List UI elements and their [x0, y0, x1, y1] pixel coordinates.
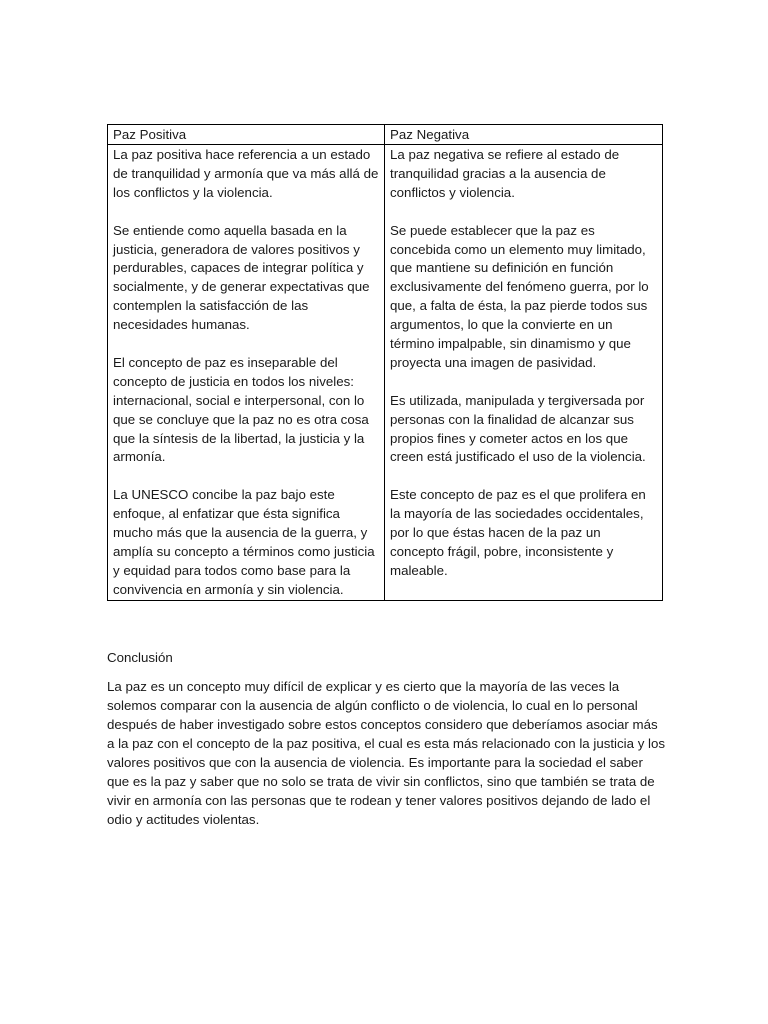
conclusion-heading: Conclusión [107, 650, 173, 665]
negative-paragraph: Es utilizada, manipulada y tergiversada por personas con la finalidad de alcanzar sus propios fines y cometer actos en los que creen está justificado el uso de la violencia. [390, 392, 646, 465]
negative-cell [385, 145, 663, 601]
header-paz-negativa: Paz Negativa [385, 125, 663, 145]
positive-cell [108, 145, 385, 601]
table-header-row [108, 125, 663, 145]
negative-paragraph: Este concepto de paz es el que prolifera en la mayoría de las sociedades occidentales, por lo que éstas hacen de la paz un concepto frágil, pobre, inconsistente y maleable. [390, 487, 646, 578]
comparison-table [107, 124, 663, 601]
negative-paragraph: La paz negativa se refiere al estado de tranquilidad gracias a la ausencia de conflictos y violencia. [390, 147, 620, 200]
header-paz-positiva: Paz Positiva [108, 125, 385, 145]
positive-paragraph: Se entiende como aquella basada en la justicia, generadora de valores positivos y perdurables, capaces de integrar política y socialmente, y de generar expectativas que contemplen la satisfacción de las necesidades humanas. [113, 222, 370, 333]
negative-paragraph: Se puede establecer que la paz es concebida como un elemento muy limitado, que mantiene su definición en función exclusivamente del fenómeno guerra, por lo que, a falta de ésta, la paz pierde todos sus argumentos, lo que la convierte en un término impalpable, sin dinamismo y que proyecta una imagen de pasividad. [390, 222, 649, 370]
positive-paragraph: La paz positiva hace referencia a un estado de tranquilidad y armonía que va más allá de los conflictos y la violencia. [113, 147, 379, 200]
positive-paragraph: La UNESCO concibe la paz bajo este enfoque, al enfatizar que ésta significa mucho más que la ausencia de la guerra, y amplía su concepto a términos como justicia y equidad para todos como base para la convivencia en armonía y sin violencia. [113, 487, 375, 597]
positive-paragraph: El concepto de paz es inseparable del concepto de justicia en todos los niveles: internacional, social e interpersonal, con lo que se concluye que la paz no es otra cosa que la síntesis de la libertad, la justicia y la armonía. [113, 354, 369, 465]
conclusion-paragraph: La paz es un concepto muy difícil de explicar y es cierto que la mayoría de las veces la solemos comparar con la ausencia de algún conflicto o de violencia, lo cual en lo personal después de haber investigado sobre estos conceptos considero que deberíamos asociar más a la paz con el concepto de la paz positiva, el cual es esta más relacionado con la justicia y los valores positivos que con la ausencia de violencia. Es importante para la sociedad el saber que es la paz y saber que no solo se trata de vivir sin conflictos, sino que también se trata de vivir en armonía con las personas que te rodean y tener valores positivos dejando de lado el odio y actitudes violentas. [107, 679, 666, 827]
table-row [108, 145, 663, 601]
